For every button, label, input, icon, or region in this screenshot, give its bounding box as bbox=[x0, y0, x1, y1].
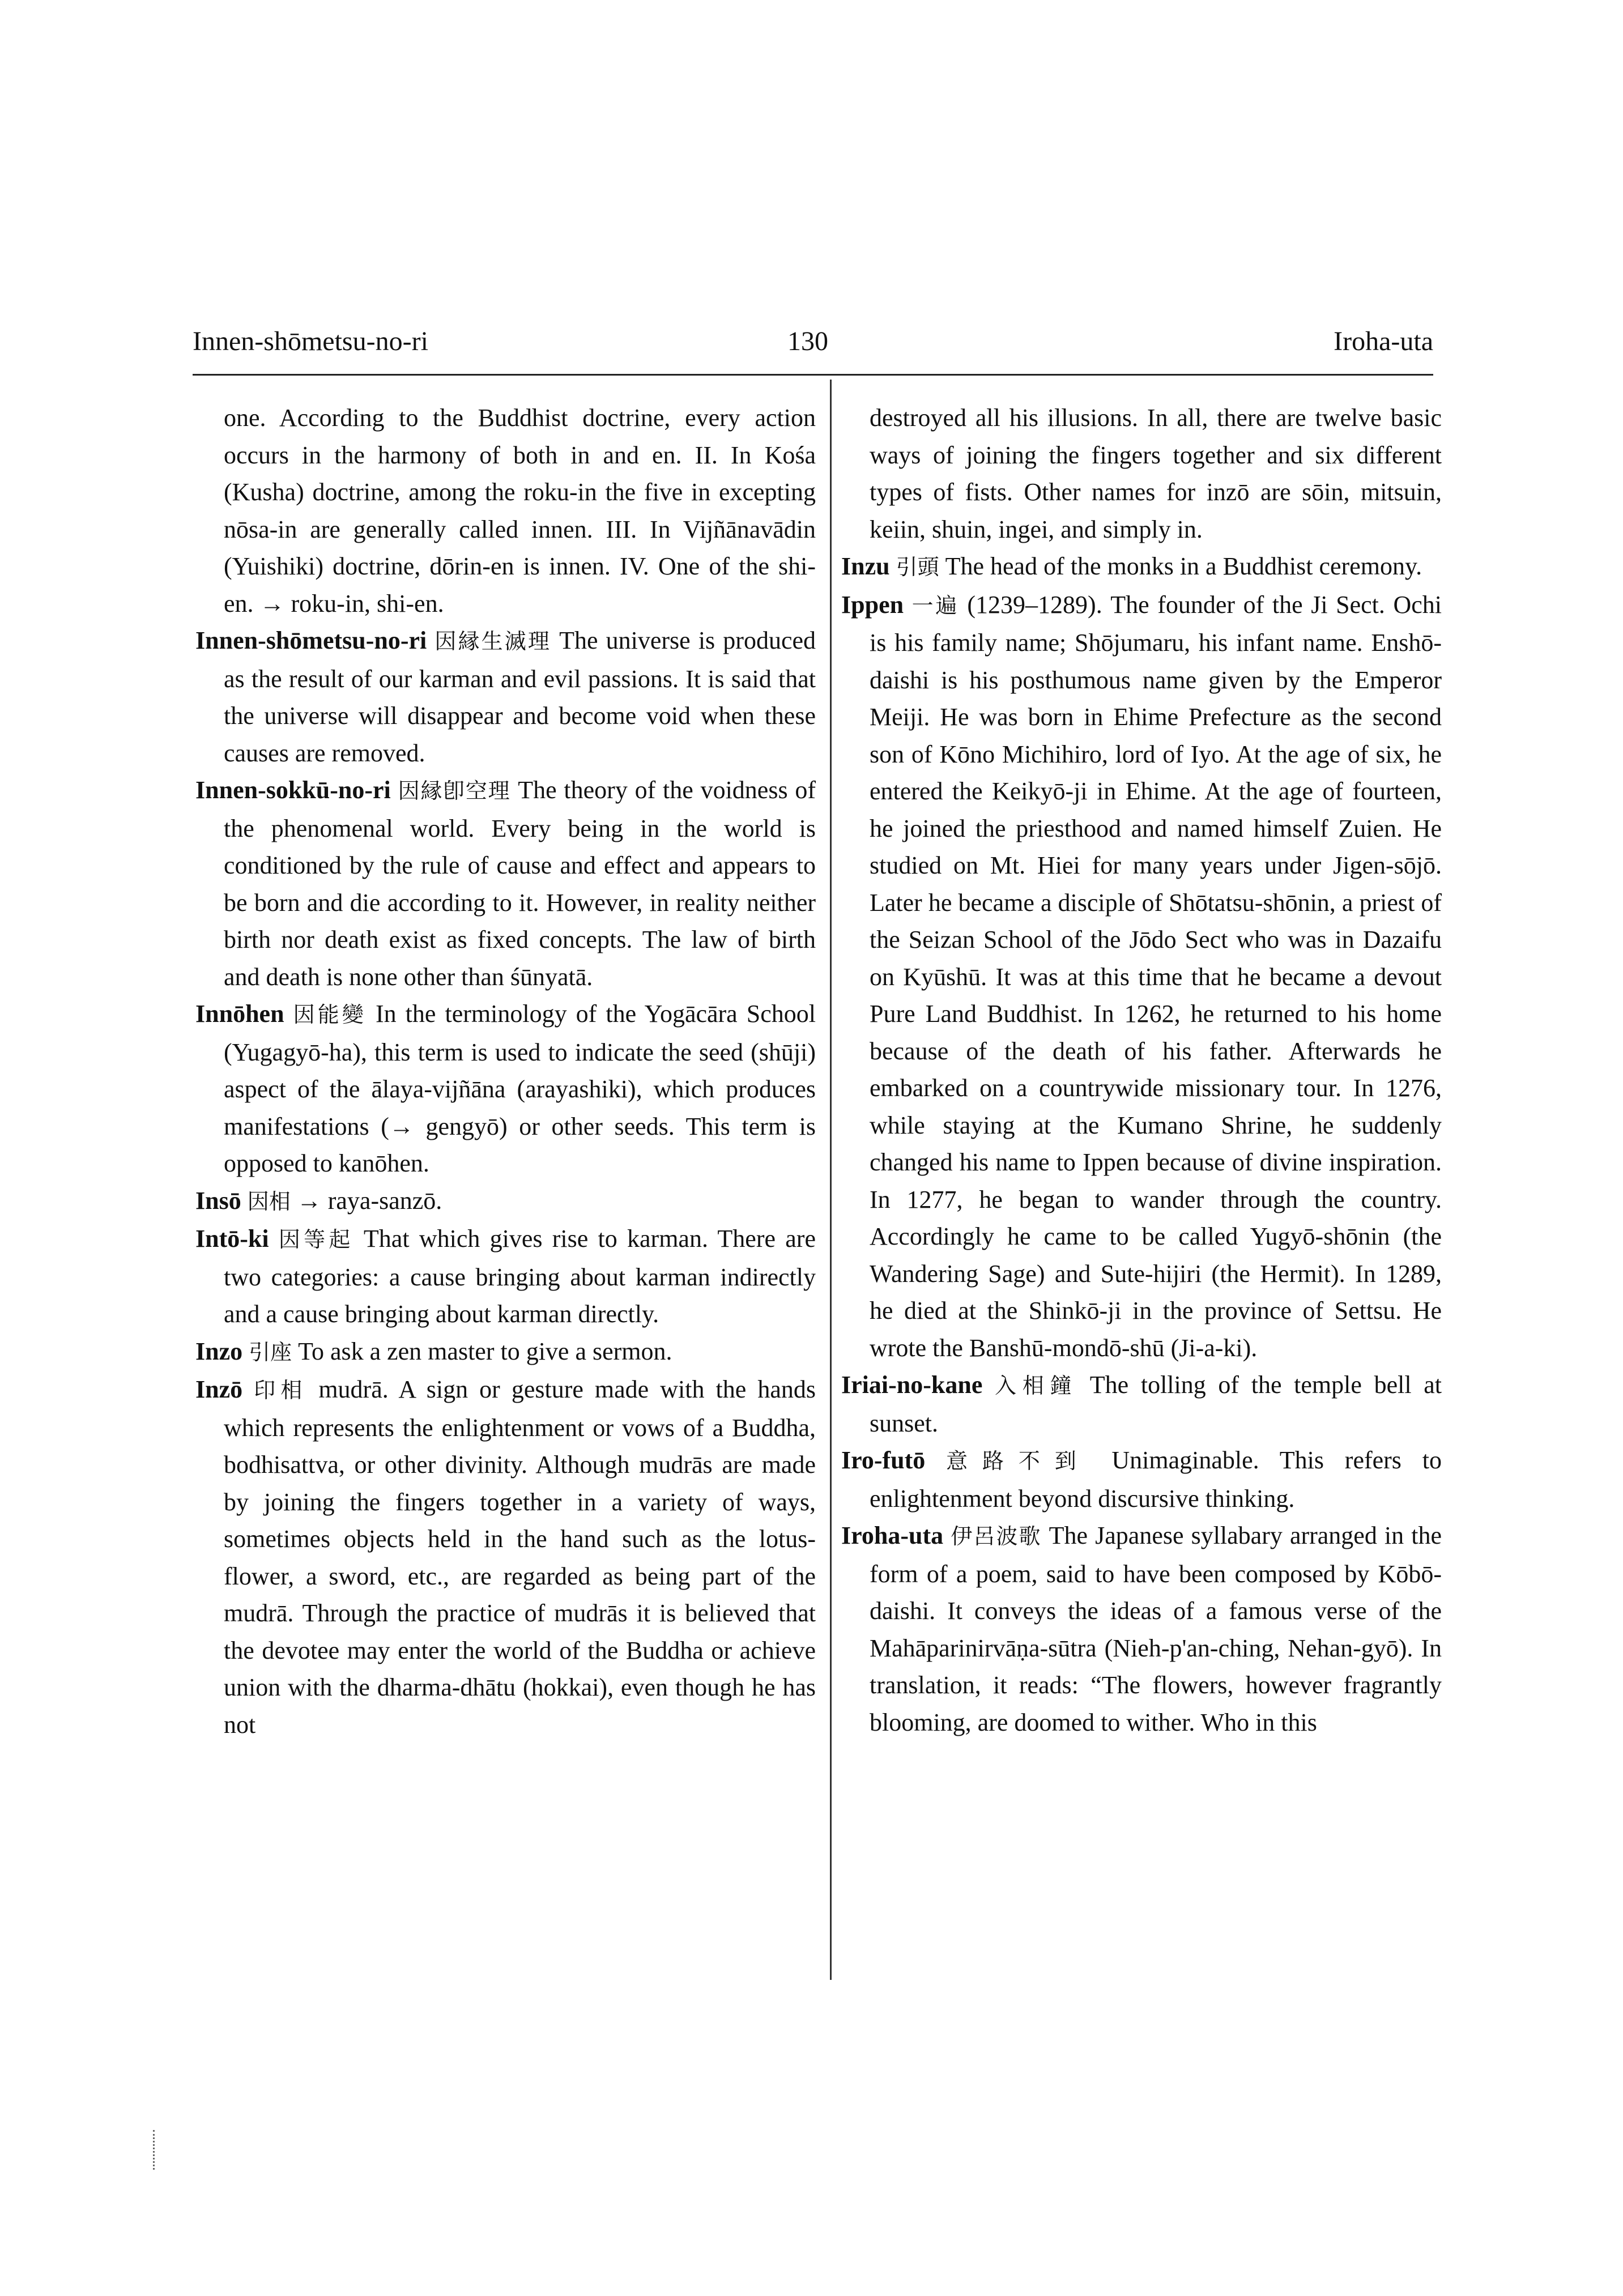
dictionary-entry bbox=[195, 1333, 816, 1371]
running-head-right: Iroha-uta bbox=[1334, 326, 1433, 356]
entry-headword: Iriai-no-kane bbox=[841, 1371, 983, 1399]
entry-text: destroyed all his illusions. In all, there are twelve basic ways of joining the fingers together and six different types of fists. Other names for inzō are sōin, mitsuin, keiin, shuin, ingei, and simply in. bbox=[870, 404, 1442, 543]
header-rule bbox=[193, 374, 1433, 376]
entry-kanji: 因縁卽空理 bbox=[398, 778, 511, 803]
entry-headword: Insō bbox=[195, 1186, 241, 1215]
entry-text: That which gives rise to karman. There are two categories: a cause bringing about karman indirectly and a cause bringing about karman directly. bbox=[224, 1225, 816, 1328]
dictionary-entry bbox=[841, 1517, 1442, 1741]
entry-headword: Iroha-uta bbox=[841, 1522, 944, 1549]
left-column bbox=[195, 399, 816, 1743]
entry-text: → raya-sanzō. bbox=[296, 1186, 442, 1215]
entry-headword: Innen-sokkū-no-ri bbox=[195, 776, 391, 804]
dictionary-entry bbox=[841, 548, 1442, 586]
dictionary-entry bbox=[841, 586, 1442, 1367]
entry-headword: Inzu bbox=[841, 552, 890, 580]
entry-kanji: 印相 bbox=[254, 1378, 308, 1403]
entry-text: The head of the monks in a Buddhist ceremony. bbox=[945, 552, 1422, 580]
entry-text: In the terminology of the Yogācāra School (Yugagyō-ha), this term is used to indicate the seed (shūji) aspect of the ālaya-vijñāna (arayashiki), which produces manifestations (→ gengyō) or other seeds. This term is opposed to kanōhen. bbox=[224, 1000, 816, 1177]
column-divider bbox=[830, 380, 832, 1980]
dictionary-entry bbox=[841, 1442, 1442, 1517]
right-column bbox=[841, 399, 1442, 1741]
entry-headword: Innen-shōmetsu-no-ri bbox=[195, 627, 427, 654]
page-number: 130 bbox=[787, 326, 828, 356]
entry-kanji: 引頭 bbox=[896, 555, 939, 580]
entry-headword: Inzō bbox=[195, 1375, 243, 1403]
dictionary-entry bbox=[841, 1366, 1442, 1442]
dictionary-entry bbox=[195, 1371, 816, 1743]
entry-text: The theory of the voidness of the phenomenal world. Every being in the world is conditioned by the rule of cause and effect and appears to be born and die according to it. However, in reality neither birth nor death exist as fixed concepts. The law of birth and death is none other than śūnyatā. bbox=[224, 776, 816, 991]
entry-continuation bbox=[195, 399, 816, 622]
entry-continuation bbox=[841, 399, 1442, 548]
entry-kanji: 因縁生滅理 bbox=[434, 629, 551, 654]
entry-text: mudrā. A sign or gesture made with the hands which represents the enlightenment or vows of a Buddha, bodhisattva, or other divinity. Although mudrās are made by joining the fingers together in a variety of ways, sometimes objects held in the hand such as the lotus-flower, a sword, etc., are regarded as being part of the mudrā. Through the practice of mudrās it is believed that the devotee may enter the world of the Buddha or achieve union with the dharma-dhātu (hokkai), even though he has not bbox=[224, 1375, 816, 1739]
dictionary-entry bbox=[195, 622, 816, 772]
entry-kanji: 伊呂波歌 bbox=[951, 1524, 1042, 1549]
entry-headword: Iro-futō bbox=[841, 1446, 926, 1474]
dictionary-entry bbox=[195, 772, 816, 995]
entry-text: To ask a zen master to give a sermon. bbox=[298, 1337, 672, 1365]
dictionary-entry bbox=[195, 1220, 816, 1333]
entry-headword: Innōhen bbox=[195, 1000, 284, 1028]
entry-kanji: 一遍 bbox=[911, 593, 959, 618]
running-head-left: Innen-shōmetsu-no-ri bbox=[193, 326, 428, 356]
entry-headword: Inzo bbox=[195, 1337, 243, 1365]
entry-kanji: 因等起 bbox=[278, 1227, 354, 1252]
entry-text: (1239–1289). The founder of the Ji Sect. Ochi is his family name; Shōjumaru, his infant name. Enshō-daishi is his posthumous name given by the Emperor Meiji. He was born in Ehime Prefecture as the second son of Kōno Michihiro, lord of Iyo. At the age of six, he entered the Keikyō-ji in Ehime. At the age of fourteen, he joined the priesthood and named himself Zuien. He studied on Mt. Hiei for many years under Jigen-sōjō. Later he became a disciple of Shōtatsu-shōnin, a priest of the Seizan School of the Jōdo Sect who was in Dazaifu on Kyūshū. It was at this time that he became a devout Pure Land Buddhist. In 1262, he returned to his home because of the death of his father. Afterwards he embarked on a countrywide missionary tour. In 1276, while staying at the Kumano Shrine, he suddenly changed his name to Ippen because of divine inspiration. In 1277, he began to wander through the country. Accordingly he came to be called Yugyō-shōnin (the Wandering Sage) and Sute-hijiri (the Hermit). In 1289, he died at the Shinkō-ji in the province of Settsu. He wrote the Banshū-mondō-shū (Ji-a-ki). bbox=[870, 590, 1442, 1362]
entry-text: The Japanese syllabary arranged in the form of a poem, said to have been composed by Kōbō-daishi. It conveys the ideas of a famous verse of the Mahāparinirvāṇa-sūtra (Nieh-p'an-ching, Nehan-gyō). In translation, it reads: “The flowers, however fragrantly blooming, are doomed to wither. Who in this bbox=[870, 1522, 1442, 1736]
page-header bbox=[193, 326, 1433, 371]
entry-kanji: 因相 bbox=[247, 1189, 291, 1214]
entry-text: The universe is produced as the result of our karman and evil passions. It is said that the universe will disappear and become void when these causes are removed. bbox=[224, 627, 816, 767]
entry-text: The tolling of the temple bell at sunset. bbox=[870, 1371, 1442, 1437]
entry-kanji: 意路不到 bbox=[946, 1449, 1091, 1473]
dictionary-entry bbox=[195, 995, 816, 1182]
scan-margin-mark bbox=[153, 2130, 157, 2170]
entry-kanji: 入相鐘 bbox=[995, 1373, 1078, 1398]
entry-kanji: 因能變 bbox=[293, 1002, 367, 1027]
entry-headword: Intō-ki bbox=[195, 1225, 269, 1253]
entry-kanji: 引座 bbox=[249, 1339, 292, 1365]
entry-headword: Ippen bbox=[841, 590, 904, 619]
entry-text: Unimaginable. This refers to enlightenment beyond discursive thinking. bbox=[870, 1446, 1442, 1513]
dictionary-entry bbox=[195, 1182, 816, 1221]
entry-text: one. According to the Buddhist doctrine, every action occurs in the harmony of both in and en. II. In Kośa (Kusha) doctrine, among the roku-in the five in excepting nōsa-in are generally called innen. III. In Vijñānavādin (Yuishiki) doctrine, dōrin-en is innen. IV. One of the shi-en. → roku-in, shi-en. bbox=[224, 404, 816, 617]
